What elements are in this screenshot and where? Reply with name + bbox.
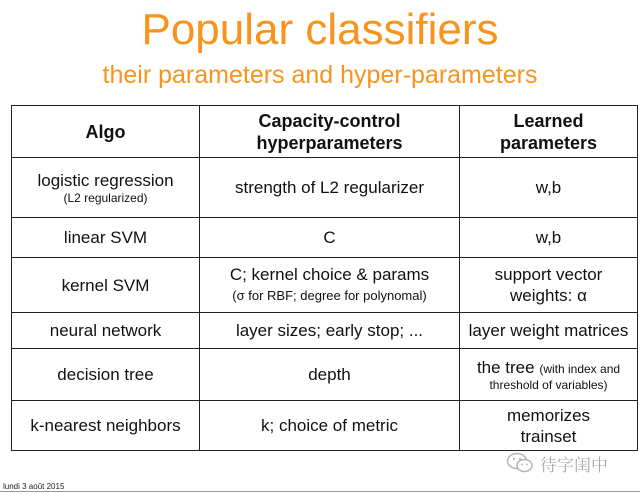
learned-line1: memorizes — [506, 405, 591, 425]
row-learned-cell: w,b — [460, 158, 638, 218]
header-learned-line1: Learned — [513, 110, 584, 131]
table-row — [12, 258, 638, 313]
learned-line1: support vector — [494, 265, 603, 284]
row-learned-cell: w,b — [460, 218, 638, 258]
row-algo-cell — [12, 158, 200, 218]
row-algo-cell: linear SVM — [12, 218, 200, 258]
row-hyper-cell: k; choice of metric — [200, 401, 460, 451]
row-learned-cell — [460, 401, 638, 451]
header-learned-line2: parameters — [499, 132, 598, 153]
learned-line2: trainset — [520, 426, 577, 446]
row-hyper-cell: C — [200, 218, 460, 258]
hyper-note: (σ for RBF; degree for polynomal) — [232, 288, 427, 303]
row-hyper-cell: strength of L2 regularizer — [200, 158, 460, 218]
learned-line2: weights: α — [510, 286, 587, 305]
table-row — [12, 218, 638, 258]
row-algo-cell: kernel SVM — [12, 258, 200, 313]
table-row — [12, 313, 638, 349]
wechat-icon — [506, 452, 534, 474]
row-learned-cell: layer weight matrices — [460, 313, 638, 349]
row-algo-cell: k-nearest neighbors — [12, 401, 200, 451]
algo-name: logistic regression — [37, 170, 174, 190]
table-row — [12, 401, 638, 451]
header-capacity-line2: hyperparameters — [256, 132, 403, 153]
slide-subtitle: their parameters and hyper-parameters — [102, 61, 538, 89]
hyper-main: C; kernel choice & params — [229, 265, 430, 284]
learned-note1: (with index and — [539, 361, 621, 376]
row-hyper-cell: depth — [200, 349, 460, 401]
learned-line1 — [464, 357, 633, 378]
row-algo-cell: neural network — [12, 313, 200, 349]
row-hyper-cell — [200, 258, 460, 313]
bottom-divider — [0, 491, 640, 492]
row-learned-cell — [460, 258, 638, 313]
row-hyper-cell: layer sizes; early stop; ... — [200, 313, 460, 349]
table-row — [12, 158, 638, 218]
header-capacity-line1: Capacity-control — [258, 110, 401, 131]
slide-title: Popular classifiers — [141, 5, 499, 54]
table-row — [12, 349, 638, 401]
header-learned-parameters — [460, 106, 638, 158]
header-capacity-control — [200, 106, 460, 158]
watermark-text: 待字闺中 — [540, 455, 608, 476]
footer-date: lundi 3 août 2015 — [3, 482, 65, 491]
table-header-row — [12, 106, 638, 158]
watermark — [506, 450, 636, 476]
learned-main: the tree — [476, 357, 535, 377]
algo-note: (L2 regularized) — [63, 190, 148, 205]
row-algo-cell: decision tree — [12, 349, 200, 401]
header-algo: Algo — [12, 106, 200, 158]
row-learned-cell — [460, 349, 638, 401]
classifiers-table — [11, 105, 638, 451]
learned-note2: threshold of variables) — [489, 377, 608, 392]
